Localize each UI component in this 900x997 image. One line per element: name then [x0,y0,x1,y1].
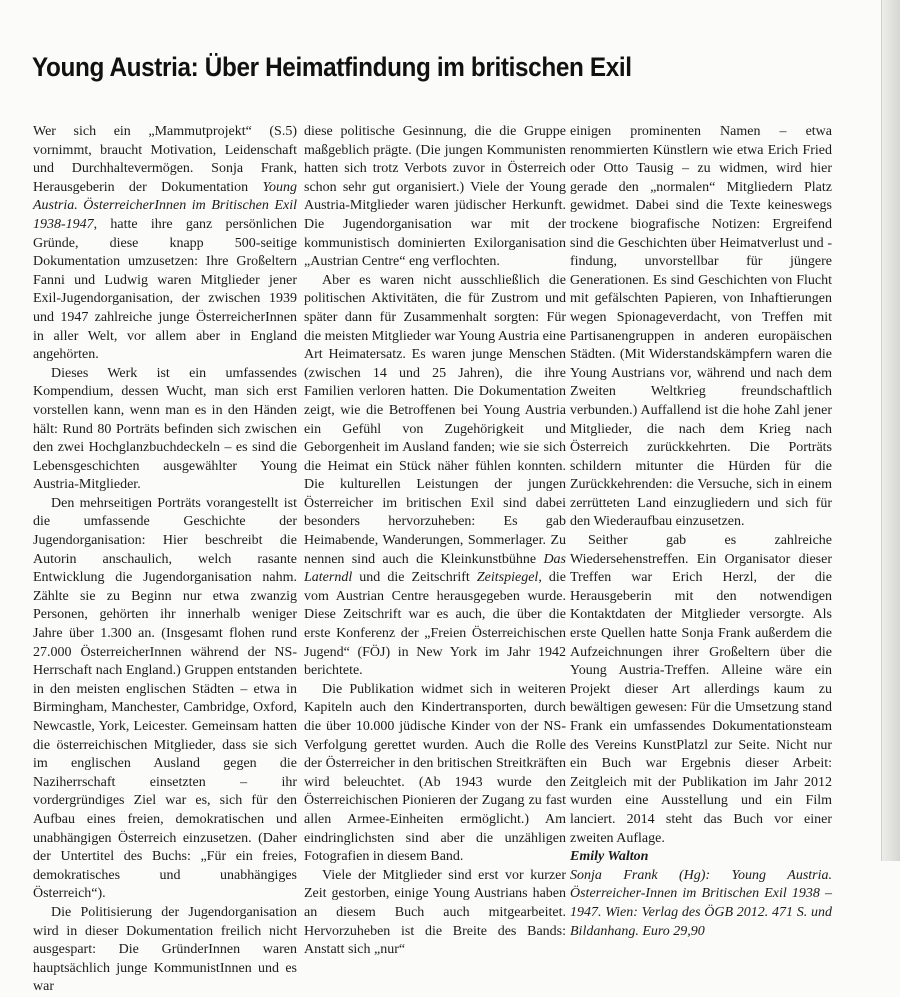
paragraph [570,123,832,532]
paragraph [33,904,297,997]
text-run: Dieses Werk ist ein umfassendes Kompendium, dessen Wucht, man sich erst vorstellen kann, wenn man es in den Händen hält: Rund 80 Porträts befinden sich zwischen den zwei Hochglanzbuchdeckeln – es sind die Lebensgeschichten ausgewählter Young Austria-Mitglieder. [33,365,297,493]
paragraph [570,532,832,848]
text-run: Die Publikation widmet sich in weiteren Kapiteln auch den Kindertransporten, durch die über 10.000 jüdische Kinder von der NS-Verfolgung gerettet wurden. Auch die Rolle der Österreicher in den britischen Streitkräften wird beleuchtet. (Ab 1943 wurde den Österreichischen Pionieren der Zugang zu fast allen Armee-Einheiten ermöglicht.) Am eindringlichsten sind aber die unzähligen Fotografien in diesem Band. [304,681,566,865]
article-column-3 [570,123,832,941]
text-run: Aber es waren nicht ausschließlich die politischen Aktivitäten, die für Zustrom und später dann für Zusammenhalt sorgten: Für die meisten Mitglieder war Young Austria eine Art Heimatersatz. Es waren junge Menschen (zwischen 14 und 25 Jahren), die ihre Familien verloren hatten. Die Dokumentation zeigt, wie die Betroffenen bei Young Austria ein Gefühl von Zugehörigkeit und Geborgenheit im Ausland fanden; wie sie sich die Heimat ein Stück näher fühlen konnten. Die kulturellen Leistungen der jungen Österreicher im britischen Exil sind dabei besonders hervorzuheben: Es gab Heimabende, Wanderungen, Sommerlager. Zu nennen sind auch die Kleinkunstbühne [304,272,566,567]
italic-text: Young Austria. ÖsterreicherInnen im Britischen Exil 1938-1947 [33,179,297,232]
paragraph [33,123,297,365]
page-edge [881,0,900,861]
text-run: diese politische Gesinnung, die die Gruppe maßgeblich prägte. (Die jungen Kommunisten hatten sich trotz Verbots zuvor in Österreich schon sehr gut organisiert.) Viele der Young Austria-Mitglieder waren jüdischer Herkunft. Die Jugendorganisation war mit der kommunistisch dominierten Exilorganisation „Austrian Centre“ eng verflochten. [304,124,566,270]
article-title: Young Austria: Über Heimatfindung im britischen Exil [32,52,632,82]
paragraph [304,123,566,272]
book-bibliography: Sonja Frank (Hg): Young Austria. Österreicher-Innen im Britischen Exil 1938 – 1947. Wien: Verlag des ÖGB 2012. 471 S. und Bildanhang. Euro 29,90 [570,867,832,939]
paragraph [33,365,297,495]
text-run: Wer sich ein „Mammutprojekt“ (S.5) vornimmt, braucht Motivation, Leidenschaft und Durchhaltevermögen. Sonja Frank, Herausgeberin der Dokumentation [33,124,297,195]
article-author: Emily Walton [570,849,649,865]
paragraph [304,272,566,681]
text-run: Den mehrseitigen Porträts vorangestellt ist die umfassende Geschichte der Jugendorganisation: Hier beschreibt die Autorin anschaulich, welch rasante Entwicklung die Jugendorganisation nahm. Zählte sie zu Beginn nur etwa zwanzig Personen, gehörten ihr innerhalb weniger Jahre über 1.300 an. (Insgesamt flohen rund 27.000 ÖsterreicherInnen während der NS-Herrschaft nach England.) Gruppen entstanden in den meisten englischen Städten – etwa in Birmingham, Manchester, Cambridge, Oxford, Newcastle, York, Leicester. Gemeinsam hatten die österreichischen Mitglieder, dass sie sich im englischen Ausland gegen die Naziherrschaft einsetzten – ihr vordergründiges Ziel war es, sich für den Aufbau eines freien, demokratischen und unabhängigen Österreich einzusetzen. (Daher der Untertitel des Buchs: „Für ein freies, demokratisches und unabhängiges Österreich“). [33,495,297,902]
italic-text: Zeitspiegel [476,570,539,586]
article-column-3-body [570,123,832,848]
paragraph [304,681,566,867]
article-column-2 [304,123,566,960]
text-run: Die Politisierung der Jugendorganisation wird in dieser Dokumentation freilich nicht ausgespart: Die GründerInnen waren hauptsächlich junge KommunistInnen und es war [33,904,297,995]
text-run: einigen prominenten Namen – etwa renommierten Künstlern wie etwa Erich Fried oder Otto Tausig – zu widmen, wird hier gerade den „normalen“ Mitgliedern Platz gewidmet. Dabei sind die Texte keineswegs trockene biografische Notizen: Ergreifend sind die Geschichten über Heimatverlust und -findung, unvorstellbar für jüngere Generationen. Es sind Geschichten von Flucht mit gefälschten Papieren, von Inhaftierungen wegen Spionageverdacht, von Treffen mit Partisanengruppen in anderen europäischen Städten. (Mit Widerstandskämpfern waren die Young Austrians vor, während und nach dem Zweiten Weltkrieg freundschaftlich verbunden.) Auffallend ist die hohe Zahl jener Mitglieder, die nach dem Krieg nach Österreich zurückkehrten. Die Porträts schildern mitunter die Hürden für die Zurückkehrenden: die Versuche, sich in einem zerrütteten Land einzugliedern und sich für den Wiederaufbau einzusetzen. [570,124,832,530]
text-run: , die vom Austrian Centre herausgegeben wurde. Diese Zeitschrift war es auch, die über die erste Konferenz der „Freien Österreichischen Jugend“ (FÖJ) in New York im Jahr 1942 berichtete. [304,570,566,679]
text-run: und die Zeitschrift [352,570,477,586]
text-run: Viele der Mitglieder sind erst vor kurzer Zeit gestorben, einige Young Austrians haben an diesem Buch auch mitgearbeitet. Hervorzuheben ist die Breite des Bands: Anstatt sich „nur“ [304,867,566,958]
paragraph [304,867,566,960]
italic-text: Das Laterndl [304,551,566,586]
text-run: , hatte ihre ganz persönlichen Gründe, diese knapp 500-seitige Dokumentation umzusetzen: Ihre Großeltern Fanni und Ludwig waren Mitglieder jener Exil-Jugendorganisation, der zwischen 1939 und 1947 zahlreiche junge ÖsterreicherInnen in aller Welt, vor allem aber in England angehörten. [33,216,297,363]
text-run: Seither gab es zahlreiche Wiedersehenstreffen. Ein Organisator dieser Treffen war Erich Herzl, der die Herausgeberin mit den notwendigen Kontaktdaten der Mitglieder versorgte. Als erste Quellen hatte Sonja Frank außerdem die Aufzeichnungen ihrer Großeltern über die Young Austria-Treffen. Alleine wäre ein Projekt dieser Art allerdings kaum zu bewältigen gewesen: Für die Umsetzung stand Frank ein umfassendes Dokumentationsteam des Vereins KunstPlatzl zur Seite. Nicht nur ein Buch war Ergebnis dieser Arbeit: Zeitgleich mit der Publikation im Jahr 2012 wurden eine Ausstellung und ein Film lanciert. 2014 steht das Buch vor einer zweiten Auflage. [570,533,832,846]
paragraph [33,495,297,904]
article-column-1 [33,123,297,997]
